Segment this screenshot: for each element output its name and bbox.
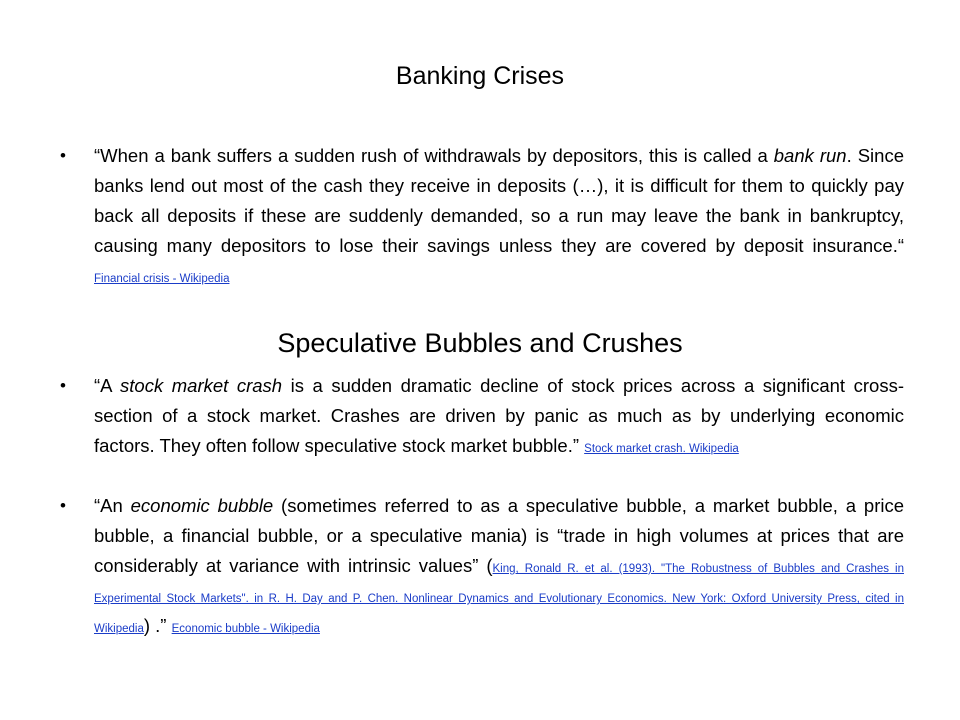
bullet2-text-rest: is a sudden dramatic decline of stock prices across a significant cross-section of a stock market. Crashes are driven by panic as much as by underlying economic factors. They often follow speculative stock market bubble.”: [94, 375, 904, 456]
bullet1-italic-term: bank run: [773, 145, 847, 166]
financial-crisis-link[interactable]: Financial crisis - Wikipedia: [94, 273, 230, 285]
bullet2-italic-term: stock market crash: [120, 375, 283, 396]
stock-market-crash-link[interactable]: Stock market crash. Wikipedia: [584, 443, 739, 455]
bullet-bank-run: [94, 141, 904, 291]
bullet3-text-start: “An: [94, 495, 131, 516]
bullet-stock-market-crash: [94, 371, 904, 461]
bullet1-text-start: “When a bank suffers a sudden rush of withdrawals by depositors, this is called a: [94, 145, 774, 166]
bullet1-text-rest: . Since banks lend out most of the cash they receive in deposits (…), it is difficult for them to quickly pay back all deposits if these are suddenly demanded, so a run may leave the bank in bankruptcy, causing many depositors to lose their savings unless they are covered by deposit insurance.“: [94, 145, 904, 256]
citation-paren-close: ): [143, 615, 151, 636]
end-quote: .”: [155, 615, 172, 636]
citation-paren-open: (: [486, 555, 493, 576]
bullet3-text-rest: (sometimes referred to as a speculative bubble, a market bubble, a price bubble, a financial bubble, or a speculative mania) is “trade in high volumes at prices that are considerably at variance with intrinsic values”: [94, 495, 905, 576]
section-subtitle: Speculative Bubbles and Crushes: [277, 328, 683, 358]
bullet3-italic-term: economic bubble: [130, 495, 274, 516]
economic-bubble-link[interactable]: Economic bubble - Wikipedia: [171, 623, 320, 635]
bullet2-text-start: “A: [94, 375, 121, 396]
slide-title: Banking Crises: [395, 62, 565, 90]
king-citation-link[interactable]: King, Ronald R. et al. (1993). "The Robustness of Bubbles and Crashes in Experimental Stock Markets". in R. H. Day and P. Chen. Nonlinear Dynamics and Evolutionary Economics. New York: Oxford University Press, cited in Wikipedia: [94, 563, 904, 635]
bullet-economic-bubble: [94, 491, 904, 641]
